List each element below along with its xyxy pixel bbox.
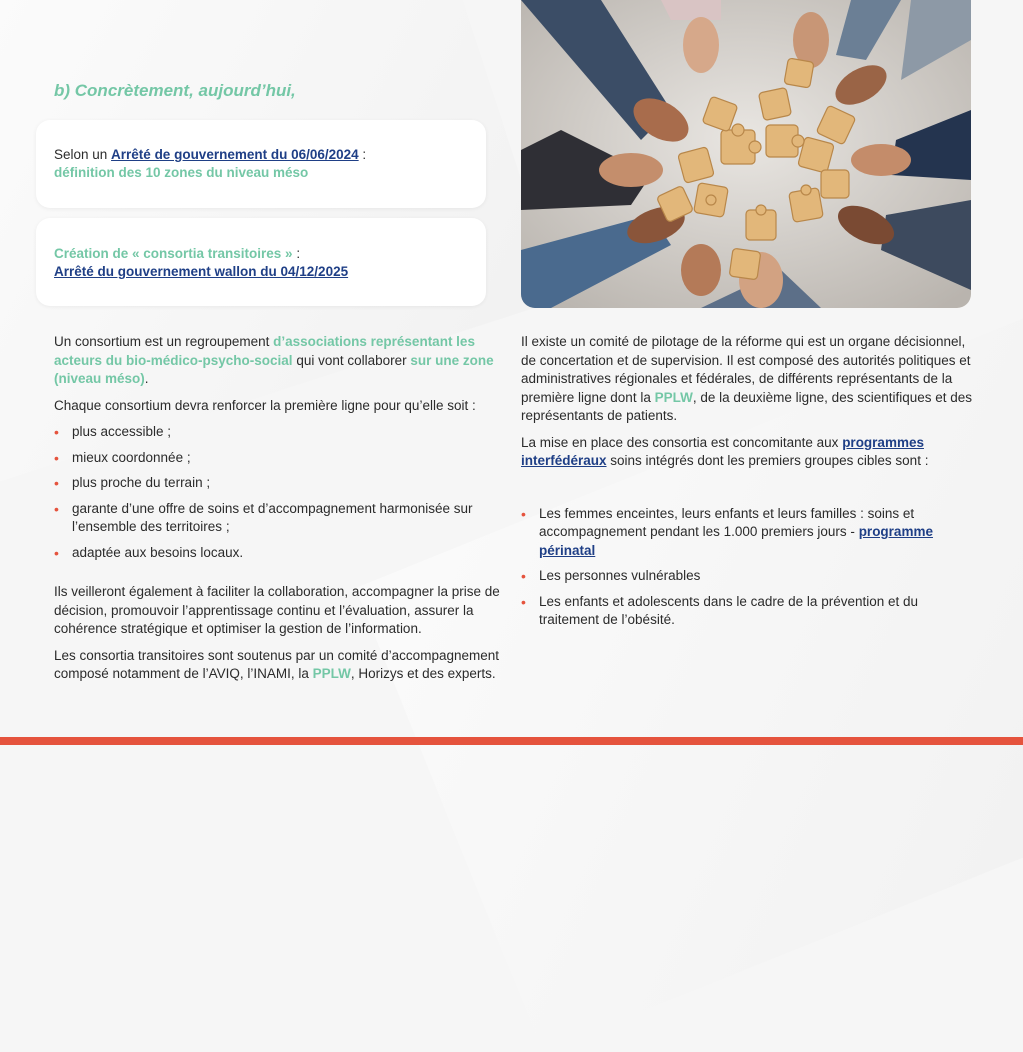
box-highlight: Création de « consortia transitoires » <box>54 246 297 261</box>
text: , de la deuxième ligne, des scientifiques et des représentants de patients. <box>521 389 973 423</box>
section-heading: b) Concrètement, aujourd’hui, <box>54 81 296 100</box>
text: Il existe un comité de pilotage de la réforme qui est un organe décisionnel, de concertation et de supervision. Il est composé des autorités politiques et administratives régionales et fédérales, de différents représentants de la première ligne dont la <box>521 334 971 405</box>
bullet-list <box>54 423 506 562</box>
list-item: • plus proche du terrain ; <box>54 474 506 493</box>
text: Un consortium est un regroupement <box>54 334 274 349</box>
paragraph <box>54 647 506 684</box>
list-item <box>521 505 973 561</box>
list-item: • adaptée aux besoins locaux. <box>54 544 506 563</box>
highlight: d’associations représentant les acteurs du bio-médico-psycho-social <box>54 334 475 368</box>
text: Les consortia transitoires sont soutenus par un comité d’accompagnement composé notamment de l’AVIQ, l’INAMI, la <box>54 647 499 681</box>
bottom-accent-bar <box>0 737 1023 745</box>
highlight-pplw: PPLW <box>654 389 693 405</box>
text: qui vont collaborer <box>292 352 411 368</box>
puzzle-hands-photo <box>521 0 971 308</box>
list-item: • mieux coordonnée ; <box>54 449 506 468</box>
info-box-consortia <box>36 218 486 306</box>
box-text: Selon un <box>54 147 112 162</box>
puzzle-illustration <box>521 0 971 308</box>
box-text: : <box>358 147 367 162</box>
list-item: • Les personnes vulnérables <box>521 567 973 586</box>
arrete-2025-link[interactable]: Arrêté du gouvernement wallon du 04/12/2025 <box>54 264 349 279</box>
list-item: • garante d’une offre de soins et d’accompagnement harmonisée sur l’ensemble des territoires ; <box>54 500 506 537</box>
box-highlight: définition des 10 zones du niveau méso <box>54 165 309 180</box>
highlight: sur une zone (niveau méso) <box>54 352 494 386</box>
left-column <box>54 333 506 692</box>
paragraph <box>521 434 973 471</box>
text: . <box>144 371 149 386</box>
text: , Horizys et des experts. <box>350 666 496 681</box>
paragraph: Chaque consortium devra renforcer la première ligne pour qu’elle soit : <box>54 397 476 413</box>
programme-perinatal-link[interactable]: programme périnatal <box>539 524 933 558</box>
text: La mise en place des consortia est concomitante aux <box>521 434 843 450</box>
paragraph <box>54 333 506 389</box>
programmes-interfederaux-link[interactable]: programmes interfédéraux <box>521 434 924 468</box>
right-column <box>521 333 973 637</box>
text: Les femmes enceintes, leurs enfants et leurs familles : soins et accompagnement pendant les 1.000 premiers jours - <box>539 505 915 539</box>
bullet-list <box>521 505 973 630</box>
text: soins intégrés dont les premiers groupes cibles sont : <box>606 453 929 468</box>
box-text: : <box>296 246 301 261</box>
highlight-pplw: PPLW <box>312 666 351 681</box>
paragraph: Ils veilleront également à faciliter la collaboration, accompagner la prise de décision, promouvoir l’apprentissage continu et l’évaluation, assurer la cohérence stratégique et optimiser la gestion de l’information. <box>54 584 500 636</box>
info-box-arrete-2024 <box>36 120 486 208</box>
list-item: • plus accessible ; <box>54 423 506 442</box>
arrete-2024-link[interactable]: Arrêté de gouvernement du 06/06/2024 <box>111 147 359 162</box>
paragraph <box>521 333 973 426</box>
list-item: • Les enfants et adolescents dans le cadre de la prévention et du traitement de l’obésité. <box>521 593 973 630</box>
